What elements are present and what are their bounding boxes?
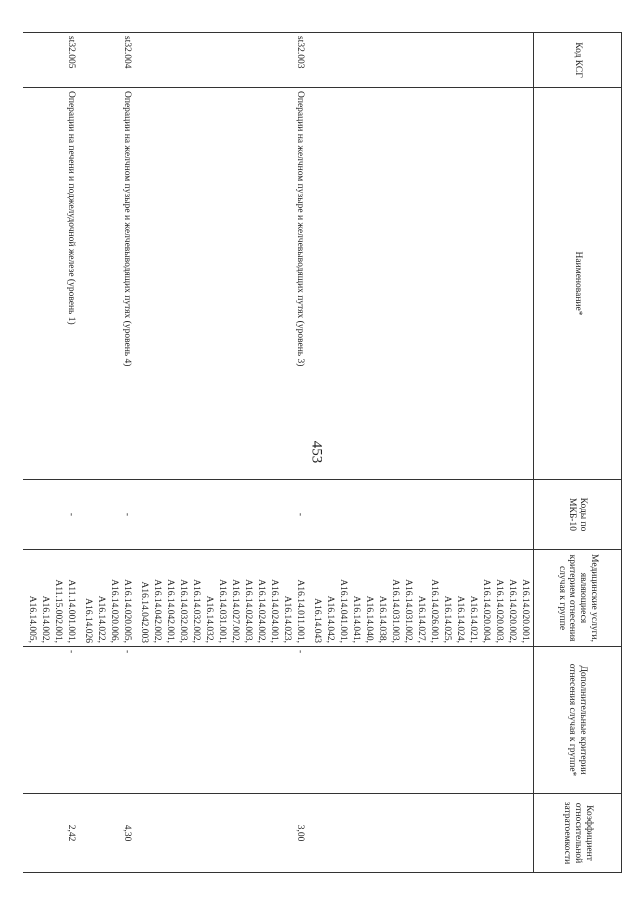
cell-name: Операции на желчном пузыре и желчевыводящих путях (уровень 3)	[135, 88, 308, 480]
cell-name: Операции на желчном пузыре и желчевыводящих путях (уровень 4)	[79, 88, 135, 480]
cell-criteria: -	[23, 647, 79, 794]
service-code: A16.14.032,	[204, 595, 214, 643]
cell-services	[135, 550, 308, 647]
service-code: A16.14.023,	[282, 595, 292, 643]
service-code: A16.14.040,	[364, 595, 374, 643]
service-code: A16.14.026.001,	[429, 579, 439, 643]
cell-coef: 4,30	[79, 794, 135, 873]
cell-code: st32.004	[79, 33, 135, 88]
service-code: A16.14.020.002,	[507, 579, 517, 643]
service-code: A16.14.024.003,	[243, 579, 253, 643]
cell-code: st32.005	[23, 33, 79, 88]
cell-services	[23, 550, 79, 647]
service-code: A16.14.042.001,	[165, 579, 175, 643]
service-code: A16.14.038,	[377, 595, 387, 643]
service-code: A16.14.027.002,	[230, 579, 240, 643]
service-code: A11.15.002.001,	[53, 579, 63, 643]
service-code: A16.14.024.002,	[256, 579, 266, 643]
service-code: A16.14.025,	[442, 595, 452, 643]
table-row	[79, 33, 135, 873]
service-code: A16.14.042.002,	[152, 579, 162, 643]
cell-coef: 2,42	[23, 794, 79, 873]
cell-mkb	[308, 480, 534, 550]
cell-coef	[308, 794, 534, 873]
service-code: A16.14.041.001,	[338, 579, 348, 643]
table-header-row	[534, 33, 622, 873]
service-code: A16.14.027,	[416, 595, 426, 643]
cell-criteria: -	[79, 647, 135, 794]
service-code: A16.14.020.006,	[109, 579, 119, 643]
service-code: A16.14.011.001,	[295, 579, 305, 643]
cell-name: Операции на печени и поджелудочной железе (уровень 1)	[23, 88, 79, 480]
header-coef: Коэффициент относительной затратоемкости	[534, 794, 622, 873]
table-body	[23, 33, 534, 873]
service-code: A16.14.020.003,	[494, 579, 504, 643]
cell-code: st32.003	[135, 33, 308, 88]
cell-criteria	[308, 647, 534, 794]
service-code: A16.14.026	[83, 598, 93, 643]
header-name: Наименование*	[534, 88, 622, 480]
header-code: Код КСГ	[534, 33, 622, 88]
service-code: A16.14.041,	[351, 595, 361, 643]
cell-services	[79, 550, 135, 647]
cell-code	[308, 33, 534, 88]
service-code: A16.14.024.001,	[269, 579, 279, 643]
page-number: 453	[308, 440, 325, 464]
service-code: A16.14.031.001,	[217, 579, 227, 643]
cell-criteria: -	[135, 647, 308, 794]
header-criteria: Дополнительные критерии отнесения случая к группе*	[534, 647, 622, 794]
service-code: A16.14.005,	[27, 595, 37, 643]
service-code: A16.14.020.001,	[520, 579, 530, 643]
table-row	[308, 33, 534, 873]
cell-mkb: -	[79, 480, 135, 550]
service-code: A16.14.002,	[40, 595, 50, 643]
header-mkb: Коды по МКБ-10	[534, 480, 622, 550]
cell-services	[308, 550, 534, 647]
ksg-table	[23, 32, 622, 873]
header-services: Медицинские услуги, являющиеся критерием отнесения случая к группе	[534, 550, 622, 647]
cell-coef: 3,00	[135, 794, 308, 873]
service-code: A16.14.043	[312, 598, 322, 643]
service-code: A16.14.042.003	[139, 581, 149, 643]
service-code: A16.14.042,	[325, 595, 335, 643]
service-code: A16.14.022,	[96, 595, 106, 643]
cell-mkb: -	[23, 480, 79, 550]
service-code: A16.14.031.002,	[403, 579, 413, 643]
table-row	[135, 33, 308, 873]
service-code: A16.14.024,	[455, 595, 465, 643]
cell-name	[308, 88, 534, 480]
service-code: A16.14.021,	[468, 595, 478, 643]
service-code: A16.14.020.005,	[122, 579, 132, 643]
rotated-page	[27, 32, 622, 872]
cell-mkb: -	[135, 480, 308, 550]
table-row	[23, 33, 79, 873]
service-code: A16.14.031.003,	[390, 579, 400, 643]
service-code: A16.14.032.003,	[178, 579, 188, 643]
service-code: A16.14.020.004,	[481, 579, 491, 643]
service-code: A16.14.032.002,	[191, 579, 201, 643]
service-code: A11.14.001.001,	[66, 579, 76, 643]
